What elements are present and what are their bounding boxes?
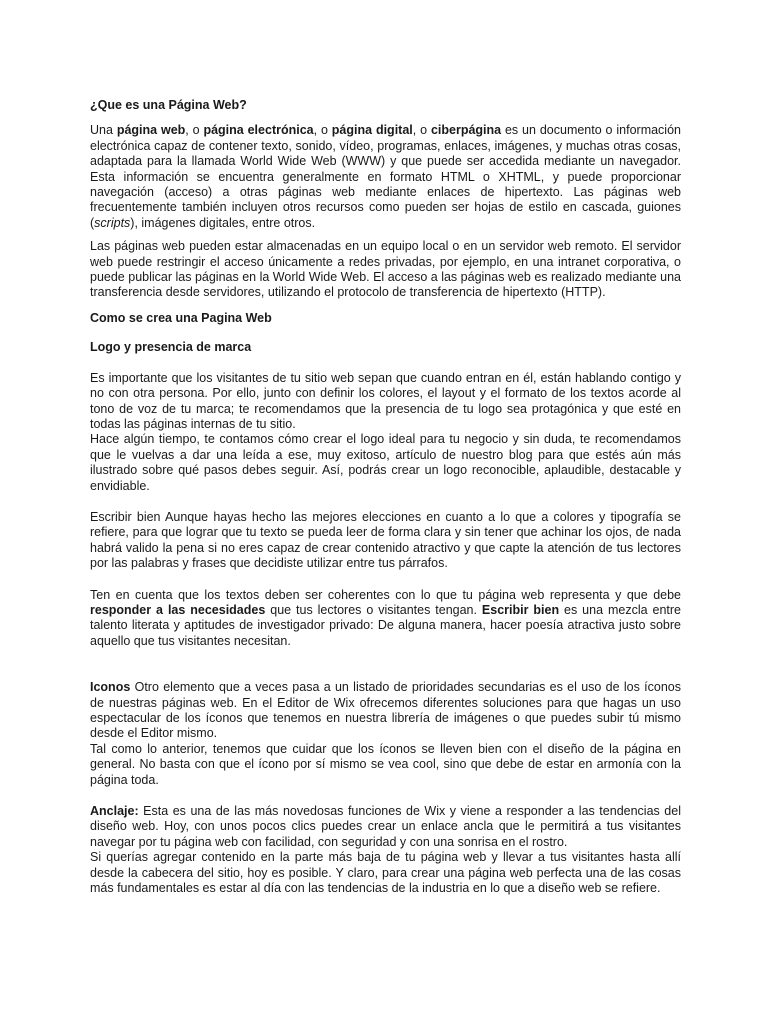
text-run: es un documento o información electrónica capaz de contener texto, sonido, vídeo, programas, enlaces, imágenes, y muchas otras cosas, adaptada para la llamada World Wide Web (WWW) y que puede ser accedida mediante un navegador. Esta información se encuentra generalmente en formato HTML o XHTML, y puede proporcionar navegación (acceso) a otras páginas web mediante enlaces de hipertexto. Las páginas web frecuentemente también incluyen otros recursos como pueden ser hojas de estilo en cascada, guiones ( xyxy=(90,123,681,230)
text-run: Otro elemento que a veces pasa a un listado de prioridades secundarias es el uso de los íconos de nuestras páginas web. En el Editor de Wix ofrecemos diferentes soluciones para que hagas un uso espectacular de los íconos que tenemos en nuestra librería de imágenes o que puedes subir tú mismo desde el Editor mismo. xyxy=(90,680,681,741)
bold-term-ciberpagina: ciberpágina xyxy=(430,123,502,138)
paragraph-icons xyxy=(90,680,681,742)
paragraph-coherent-texts xyxy=(90,588,681,650)
heading-how-to-create: Como se crea una Pagina Web xyxy=(90,310,272,325)
bold-term-anclaje: Anclaje: xyxy=(90,804,139,819)
heading-logo-brand: Logo y presencia de marca xyxy=(90,340,252,355)
paragraph-icons-harmony: Tal como lo anterior, tenemos que cuidar que los íconos se lleven bien con el diseño de la página en general. No basta con que el ícono por sí mismo se vea cool, sino que debe de estar en armonía con la página toda. xyxy=(90,741,681,787)
paragraph-anchor xyxy=(90,804,681,850)
italic-term-scripts: scripts xyxy=(94,215,131,230)
bold-term-iconos: Iconos xyxy=(90,680,131,695)
paragraph-anchor-trends: Si querías agregar contenido en la parte más baja de tu página web y llevar a tus visitantes hasta allí desde la cabecera del sitio, hoy es posible. Y claro, para crear una página web perfecta una de las cosas más fundamentales es estar al día con las tendencias de la industria en lo que a diseño web se refiere. xyxy=(90,850,681,896)
paragraph-logo-importance: Es importante que los visitantes de tu sitio web sepan que cuando entran en él, están hablando contigo y no con otra persona. Por ello, junto con definir los colores, el layout y el formato de los textos acorde al tono de voz de tu marca; te recomendamos que la presencia de tu logo sea protagónica y que esté en todas las páginas internas de tu sitio. xyxy=(90,370,681,431)
bold-term-pagina-web: página web xyxy=(116,123,186,138)
text-run: Ten en cuenta que los textos deben ser coherentes con lo que tu página web representa y que debe xyxy=(90,587,681,602)
text-run: , o xyxy=(185,123,204,138)
text-run: Esta es una de las más novedosas funciones de Wix y viene a responder a las tendencias del diseño web. Hoy, con unos pocos clics puedes crear un enlace ancla que le permitirá a tus visitantes navegar por tu página web con facilidad, con seguridad y con una sonrisa en el rostro. xyxy=(90,804,681,849)
paragraph-storage: Las páginas web pueden estar almacenadas en un equipo local o en un servidor web remoto. El servidor web puede restringir el acceso únicamente a redes privadas, por ejemplo, en una intranet corporativa, o puede publicar las páginas en la World Wide Web. El acceso a las páginas web es realizado mediante una transferencia desde servidores, utilizando el protocolo de transferencia de hipertexto (HTTP). xyxy=(90,239,681,300)
bold-term-pagina-digital: página digital xyxy=(331,123,413,138)
text-run: , o xyxy=(412,123,431,138)
paragraph-definition xyxy=(90,123,681,231)
text-run: que tus lectores o visitantes tengan. xyxy=(265,602,482,617)
heading-what-is-web-page: ¿Que es una Página Web? xyxy=(90,98,247,112)
bold-term-escribir-bien: Escribir bien xyxy=(481,602,560,617)
text-run: , o xyxy=(313,123,332,138)
bold-term-responder-necesidades: responder a las necesidades xyxy=(90,602,266,617)
text-run: ), imágenes digitales, entre otros. xyxy=(130,215,316,230)
text-run: es una mezcla entre talento literata y aptitudes de investigador privado: De alguna manera, hacer poesía atractiva justo sobre aquello que tus visitantes necesitan. xyxy=(90,602,681,648)
bold-term-pagina-electronica: página electrónica xyxy=(203,123,314,138)
paragraph-logo-article: Hace algún tiempo, te contamos cómo crear el logo ideal para tu negocio y sin duda, te recomendamos que le vuelvas a dar una leída a ese, muy exitoso, artículo de nuestro blog para que estés aún más ilustrado sobre qué pasos debes seguir. Así, podrás crear un logo reconocible, aplaudible, destacable y envidiable. xyxy=(90,432,681,493)
paragraph-write-well: Escribir bien Aunque hayas hecho las mejores elecciones en cuanto a lo que a colores y tipografía se refiere, para que lograr que tu texto se pueda leer de forma clara y sin tener que achinar los ojos, de nada habrá valido la pena si no eres capaz de crear contenido atractivo y que capte la atención de tus lectores por las palabras y frases que decidiste utilizar entre tus párrafos. xyxy=(90,509,681,571)
document-page xyxy=(90,98,681,896)
text-run: Una xyxy=(90,123,117,138)
